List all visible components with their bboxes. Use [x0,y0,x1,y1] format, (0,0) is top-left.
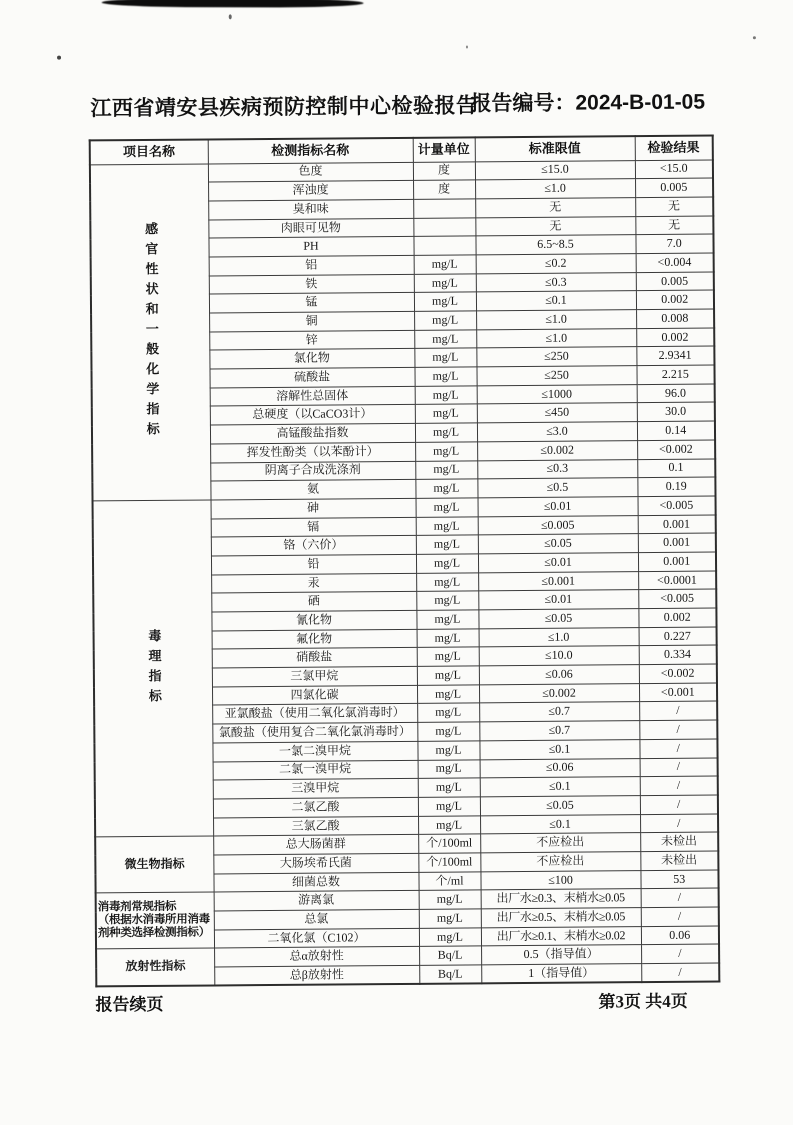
indicator-cell: 总氯 [214,909,419,929]
limit-cell: ≤0.1 [480,777,640,797]
indicator-cell: 二氯乙酸 [213,797,418,817]
unit-cell: mg/L [417,666,479,685]
indicator-cell: 总β放射性 [214,965,419,985]
limit-cell: ≤0.005 [478,515,638,535]
limit-cell: ≤0.002 [479,683,639,703]
result-cell: <0.005 [638,496,716,515]
indicator-cell: PH [208,237,413,257]
scan-artifact-speck [229,14,232,19]
unit-cell: 度 [413,161,475,180]
unit-cell: mg/L [415,442,477,461]
unit-cell: mg/L [417,741,479,760]
result-cell: 0.001 [638,515,716,534]
result-cell: / [640,758,718,777]
footer-continuation-note: 报告续页 [95,994,164,1015]
column-header: 项目名称 [90,139,208,164]
category-cell: 微生物指标 [95,836,213,893]
result-cell: / [640,814,718,833]
unit-cell: mg/L [414,311,476,330]
result-cell: / [639,701,717,720]
limit-cell: 出厂水≥0.5、末梢水≥0.05 [481,908,641,928]
column-header: 计量单位 [413,137,475,161]
result-cell: 0.002 [636,290,714,309]
limit-cell: ≤250 [476,366,636,386]
indicator-cell: 三氯乙酸 [213,816,418,836]
limit-cell: ≤0.3 [477,459,637,479]
result-cell: 0.005 [636,272,714,291]
indicator-cell: 四氯化碳 [212,685,417,705]
limit-cell: 无 [475,216,635,236]
unit-cell: mg/L [418,759,480,778]
unit-cell: mg/L [417,629,479,648]
unit-cell: mg/L [416,610,478,629]
result-cell: 未检出 [640,851,718,870]
result-cell: / [641,907,719,926]
indicator-cell: 氨 [210,480,415,500]
unit-cell: mg/L [418,815,480,834]
indicator-cell: 挥发性酚类（以苯酚计） [210,442,415,462]
indicator-cell: 锰 [209,293,414,313]
limit-cell: 0.5（指导值） [481,945,641,965]
limit-cell: ≤0.01 [478,553,638,573]
unit-cell: mg/L [414,330,476,349]
limit-cell: ≤0.01 [478,590,638,610]
result-cell: <0.004 [636,253,714,272]
unit-cell [413,199,475,218]
limit-cell: ≤0.001 [478,571,638,591]
unit-cell: mg/L [416,554,478,573]
indicator-cell: 铝 [209,255,414,275]
unit-cell: mg/L [416,516,478,535]
limit-cell: 出厂水≥0.3、末梢水≥0.05 [481,889,641,909]
indicator-cell: 镉 [211,517,416,537]
limit-cell: 1（指导值） [481,964,641,984]
unit-cell: mg/L [416,498,478,517]
unit-cell: mg/L [418,797,480,816]
indicator-cell: 游离氯 [214,891,419,911]
limit-cell: ≤100 [480,870,640,890]
limit-cell: ≤0.05 [478,609,638,629]
result-cell: 96.0 [637,384,715,403]
limit-cell: ≤0.002 [477,440,637,460]
limit-cell: ≤0.7 [479,702,639,722]
indicator-cell: 锌 [209,330,414,350]
indicator-cell: 三氯甲烷 [212,666,417,686]
result-cell: / [641,944,719,963]
unit-cell: mg/L [416,573,478,592]
indicator-cell: 三溴甲烷 [213,779,418,799]
limit-cell: ≤0.2 [476,254,636,274]
indicator-cell: 氰化物 [211,610,416,630]
indicator-cell: 亚氯酸盐（使用二氧化氯消毒时） [212,704,417,724]
result-cell: 未检出 [640,832,718,851]
result-cell: 0.227 [639,627,717,646]
result-cell: / [641,963,719,982]
result-cell: 0.06 [641,926,719,945]
result-cell: 0.14 [637,421,715,440]
result-cell: <15.0 [635,160,713,179]
result-cell: 无 [635,216,713,235]
indicator-cell: 总硬度（以CaCO3计） [210,405,415,425]
result-cell: 0.19 [637,477,715,496]
indicator-cell: 硫酸盐 [209,367,414,387]
indicator-cell: 氯酸盐（使用复合二氧化氯消毒时） [212,722,417,742]
unit-cell: mg/L [415,460,477,479]
indicator-cell: 臭和味 [208,199,413,219]
limit-cell: 6.5~8.5 [475,235,635,255]
report-number: 报告编号：2024-B-01-05 [470,90,706,116]
category-cell: 感官性状和一般化学指标 [90,163,211,500]
limit-cell: ≤0.7 [479,721,639,741]
result-cell: / [639,720,717,739]
unit-cell: mg/L [417,703,479,722]
unit-cell: 个/100ml [418,853,480,872]
unit-cell: mg/L [414,292,476,311]
category-cell: 毒理指标 [93,500,214,837]
result-cell: 0.008 [636,309,714,328]
indicator-cell: 铅 [211,554,416,574]
indicator-cell: 阴离子合成洗涤剂 [210,461,415,481]
unit-cell: mg/L [418,778,480,797]
limit-cell: ≤250 [476,347,636,367]
result-cell: <0.0001 [638,571,716,590]
category-cell: 消毒剂常规指标 （根据水消毒所用消毒 剂种类选择检测指标） [96,892,214,949]
unit-cell [413,217,475,236]
indicator-cell: 砷 [211,498,416,518]
limit-cell: ≤0.05 [480,795,640,815]
indicator-cell: 二氯一溴甲烷 [213,760,418,780]
unit-cell: 度 [413,180,475,199]
result-cell: / [639,739,717,758]
indicator-cell: 铁 [209,274,414,294]
unit-cell: Bq/L [419,946,481,965]
result-cell: / [641,888,719,907]
limit-cell: ≤450 [477,403,637,423]
indicator-cell: 硒 [211,592,416,612]
unit-cell: mg/L [415,404,477,423]
limit-cell: ≤0.5 [477,478,637,498]
column-header: 检测指标名称 [208,138,413,164]
limit-cell: 不应检出 [480,852,640,872]
limit-cell: ≤0.1 [476,291,636,311]
result-cell: 2.215 [636,365,714,384]
result-cell: 0.005 [635,178,713,197]
unit-cell: mg/L [414,348,476,367]
unit-cell: mg/L [415,479,477,498]
inspection-results-table [89,135,721,988]
unit-cell: mg/L [419,928,481,947]
result-cell: 30.0 [637,402,715,421]
indicator-cell: 氟化物 [212,629,417,649]
result-cell: 7.0 [635,234,713,253]
unit-cell: mg/L [417,722,479,741]
column-header: 标准限值 [475,136,635,161]
indicator-cell: 铬（六价） [211,536,416,556]
page-title: 江西省靖安县疾病预防控制中心检验报告 [90,94,478,121]
footer-page-number: 第3页 共4页 [598,991,688,1012]
unit-cell: mg/L [414,274,476,293]
unit-cell: mg/L [414,255,476,274]
result-cell: 0.002 [636,328,714,347]
indicator-cell: 二氧化氯（C102） [214,928,419,948]
indicator-cell: 大肠埃希氏菌 [213,853,418,873]
indicator-cell: 一氯二溴甲烷 [212,741,417,761]
limit-cell: ≤0.3 [476,272,636,292]
unit-cell: mg/L [416,535,478,554]
limit-cell: ≤1000 [477,384,637,404]
unit-cell [413,236,475,255]
indicator-cell: 汞 [211,573,416,593]
limit-cell: ≤1.0 [475,179,635,199]
scan-artifact-speck [753,36,756,39]
result-cell: 0.1 [637,459,715,478]
unit-cell: Bq/L [419,965,481,984]
scan-artifact-speck [466,45,468,48]
indicator-cell: 浑浊度 [208,181,413,201]
limit-cell: 无 [475,198,635,218]
unit-cell: mg/L [415,423,477,442]
unit-cell: 个/100ml [418,834,480,853]
indicator-cell: 硝酸盐 [212,648,417,668]
result-cell: 无 [635,197,713,216]
result-cell: 0.001 [638,552,716,571]
unit-cell: mg/L [419,890,481,909]
unit-cell: mg/L [414,367,476,386]
limit-cell: ≤0.05 [478,534,638,554]
result-cell: / [640,776,718,795]
result-cell: 53 [640,870,718,889]
indicator-cell: 高锰酸盐指数 [210,424,415,444]
category-cell: 放射性指标 [96,948,214,986]
result-cell: 0.002 [638,608,716,627]
indicator-cell: 氯化物 [209,349,414,369]
result-cell: <0.002 [639,664,717,683]
result-cell: <0.001 [639,683,717,702]
column-header: 检验结果 [635,136,713,161]
result-cell: 2.9341 [636,346,714,365]
result-cell: 0.001 [638,533,716,552]
limit-cell: 出厂水≥0.1、末梢水≥0.02 [481,926,641,946]
unit-cell: mg/L [419,909,481,928]
limit-cell: ≤1.0 [479,627,639,647]
indicator-cell: 色度 [208,162,413,182]
result-cell: 0.334 [639,645,717,664]
limit-cell: ≤0.06 [480,758,640,778]
result-cell: <0.002 [637,440,715,459]
scan-artifact-smear [102,0,364,8]
indicator-cell: 溶解性总固体 [210,386,415,406]
unit-cell: 个/ml [418,872,480,891]
result-cell: / [640,795,718,814]
indicator-cell: 总α放射性 [214,947,419,967]
limit-cell: ≤0.01 [478,497,638,517]
unit-cell: mg/L [416,591,478,610]
limit-cell: ≤0.1 [479,739,639,759]
indicator-cell: 总大肠菌群 [213,835,418,855]
result-cell: <0.005 [638,589,716,608]
unit-cell: mg/L [417,647,479,666]
scan-artifact-speck [57,56,61,60]
limit-cell: ≤0.06 [479,665,639,685]
limit-cell: 不应检出 [480,833,640,853]
limit-cell: ≤1.0 [476,310,636,330]
indicator-cell: 肉眼可见物 [208,218,413,238]
indicator-cell: 铜 [209,311,414,331]
limit-cell: ≤3.0 [477,422,637,442]
limit-cell: ≤0.1 [480,814,640,834]
indicator-cell: 细菌总数 [213,872,418,892]
unit-cell: mg/L [417,685,479,704]
limit-cell: ≤15.0 [475,160,635,180]
limit-cell: ≤10.0 [479,646,639,666]
limit-cell: ≤1.0 [476,328,636,348]
unit-cell: mg/L [415,386,477,405]
